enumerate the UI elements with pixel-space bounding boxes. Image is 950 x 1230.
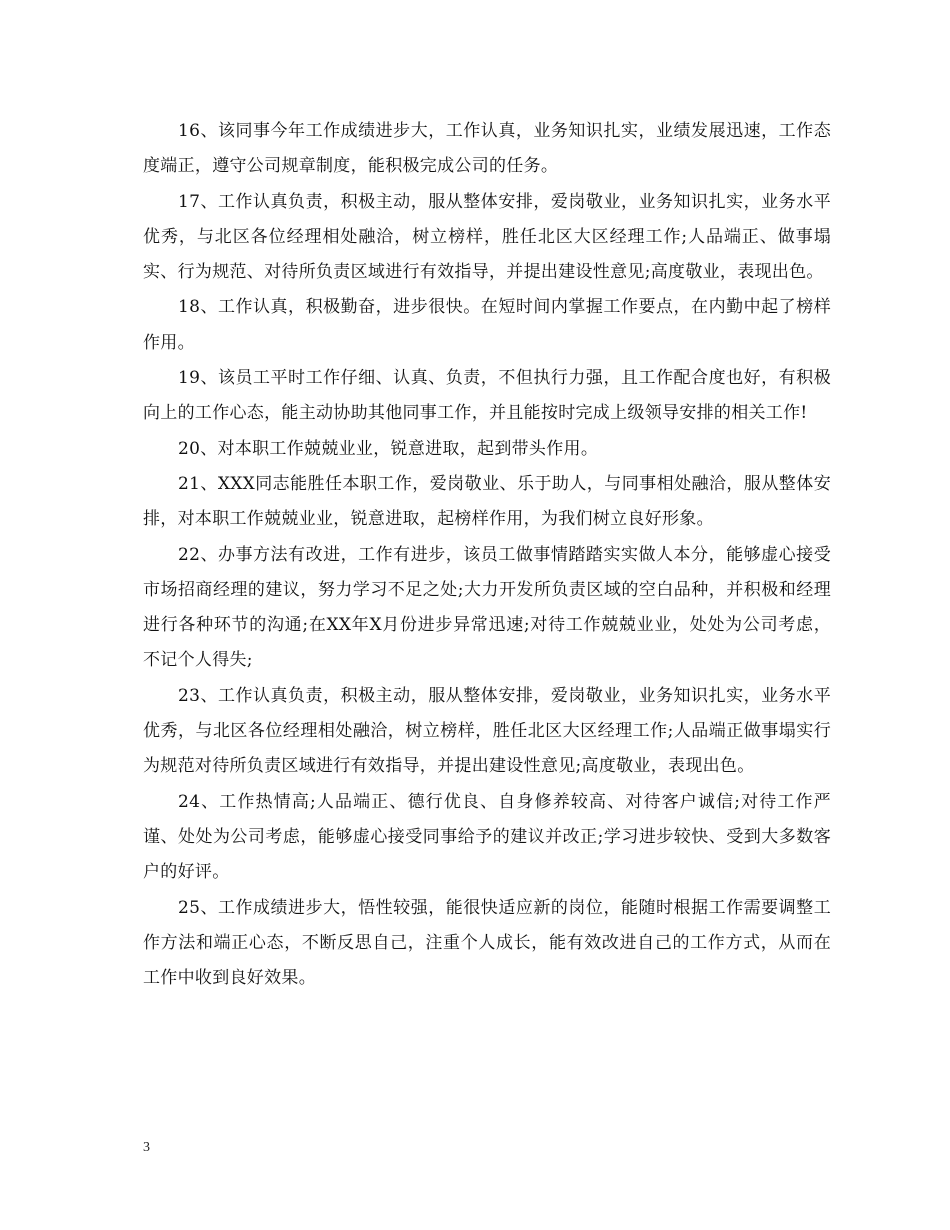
document-body xyxy=(143,114,831,996)
paragraph-19: 19、该员工平时工作仔细、认真、负责，不但执行力强，且工作配合度也好，有积极向上的工作心态，能主动协助其他同事工作，并且能按时完成上级领导安排的相关工作! xyxy=(143,368,831,424)
paragraph-22: 22、办事方法有改进，工作有进步，该员工做事情踏踏实实做人本分，能够虚心接受市场招商经理的建议，努力学习不足之处;大力开发所负责区域的空白品种，并积极和经理进行各种环节的沟通;在XX年X月份进步异常迅速;对待工作兢兢业业，处处为公司考虑，不记个人得失; xyxy=(143,544,831,671)
paragraph-25: 25、工作成绩进步大，悟性较强，能很快适应新的岗位，能随时根据工作需要调整工作方法和端正心态，不断反思自己，注重个人成长，能有效改进自己的工作方式，从而在工作中收到良好效果。 xyxy=(143,897,831,989)
paragraph-24: 24、工作热情高;人品端正、德行优良、自身修养较高、对待客户诚信;对待工作严谨、处处为公司考虑，能够虚心接受同事给予的建议并改正;学习进步较快、受到大多数客户的好评。 xyxy=(143,791,831,883)
page-number: 3 xyxy=(143,1140,150,1155)
paragraph-17: 17、工作认真负责，积极主动，服从整体安排，爱岗敬业，业务知识扎实，业务水平优秀，与北区各位经理相处融洽，树立榜样，胜任北区大区经理工作;人品端正、做事塌实、行为规范、对待所负责区域进行有效指导，并提出建设性意见;高度敬业，表现出色。 xyxy=(143,191,831,283)
paragraph-18: 18、工作认真，积极勤奋，进步很快。在短时间内掌握工作要点，在内勤中起了榜样作用。 xyxy=(143,297,831,353)
paragraph-20: 20、对本职工作兢兢业业，锐意进取，起到带头作用。 xyxy=(178,438,599,459)
paragraph-16: 16、该同事今年工作成绩进步大，工作认真，业务知识扎实，业绩发展迅速，工作态度端正，遵守公司规章制度，能积极完成公司的任务。 xyxy=(143,121,831,177)
paragraph-21: 21、XXX同志能胜任本职工作，爱岗敬业、乐于助人，与同事相处融洽，服从整体安排，对本职工作兢兢业业，锐意进取，起榜样作用，为我们树立良好形象。 xyxy=(143,473,831,530)
paragraph-23: 23、工作认真负责，积极主动，服从整体安排，爱岗敬业，业务知识扎实，业务水平优秀，与北区各位经理相处融洽，树立榜样，胜任北区大区经理工作;人品端正做事塌实行为规范对待所负责区域进行有效指导，并提出建设性意见;高度敬业，表现出色。 xyxy=(143,685,831,777)
